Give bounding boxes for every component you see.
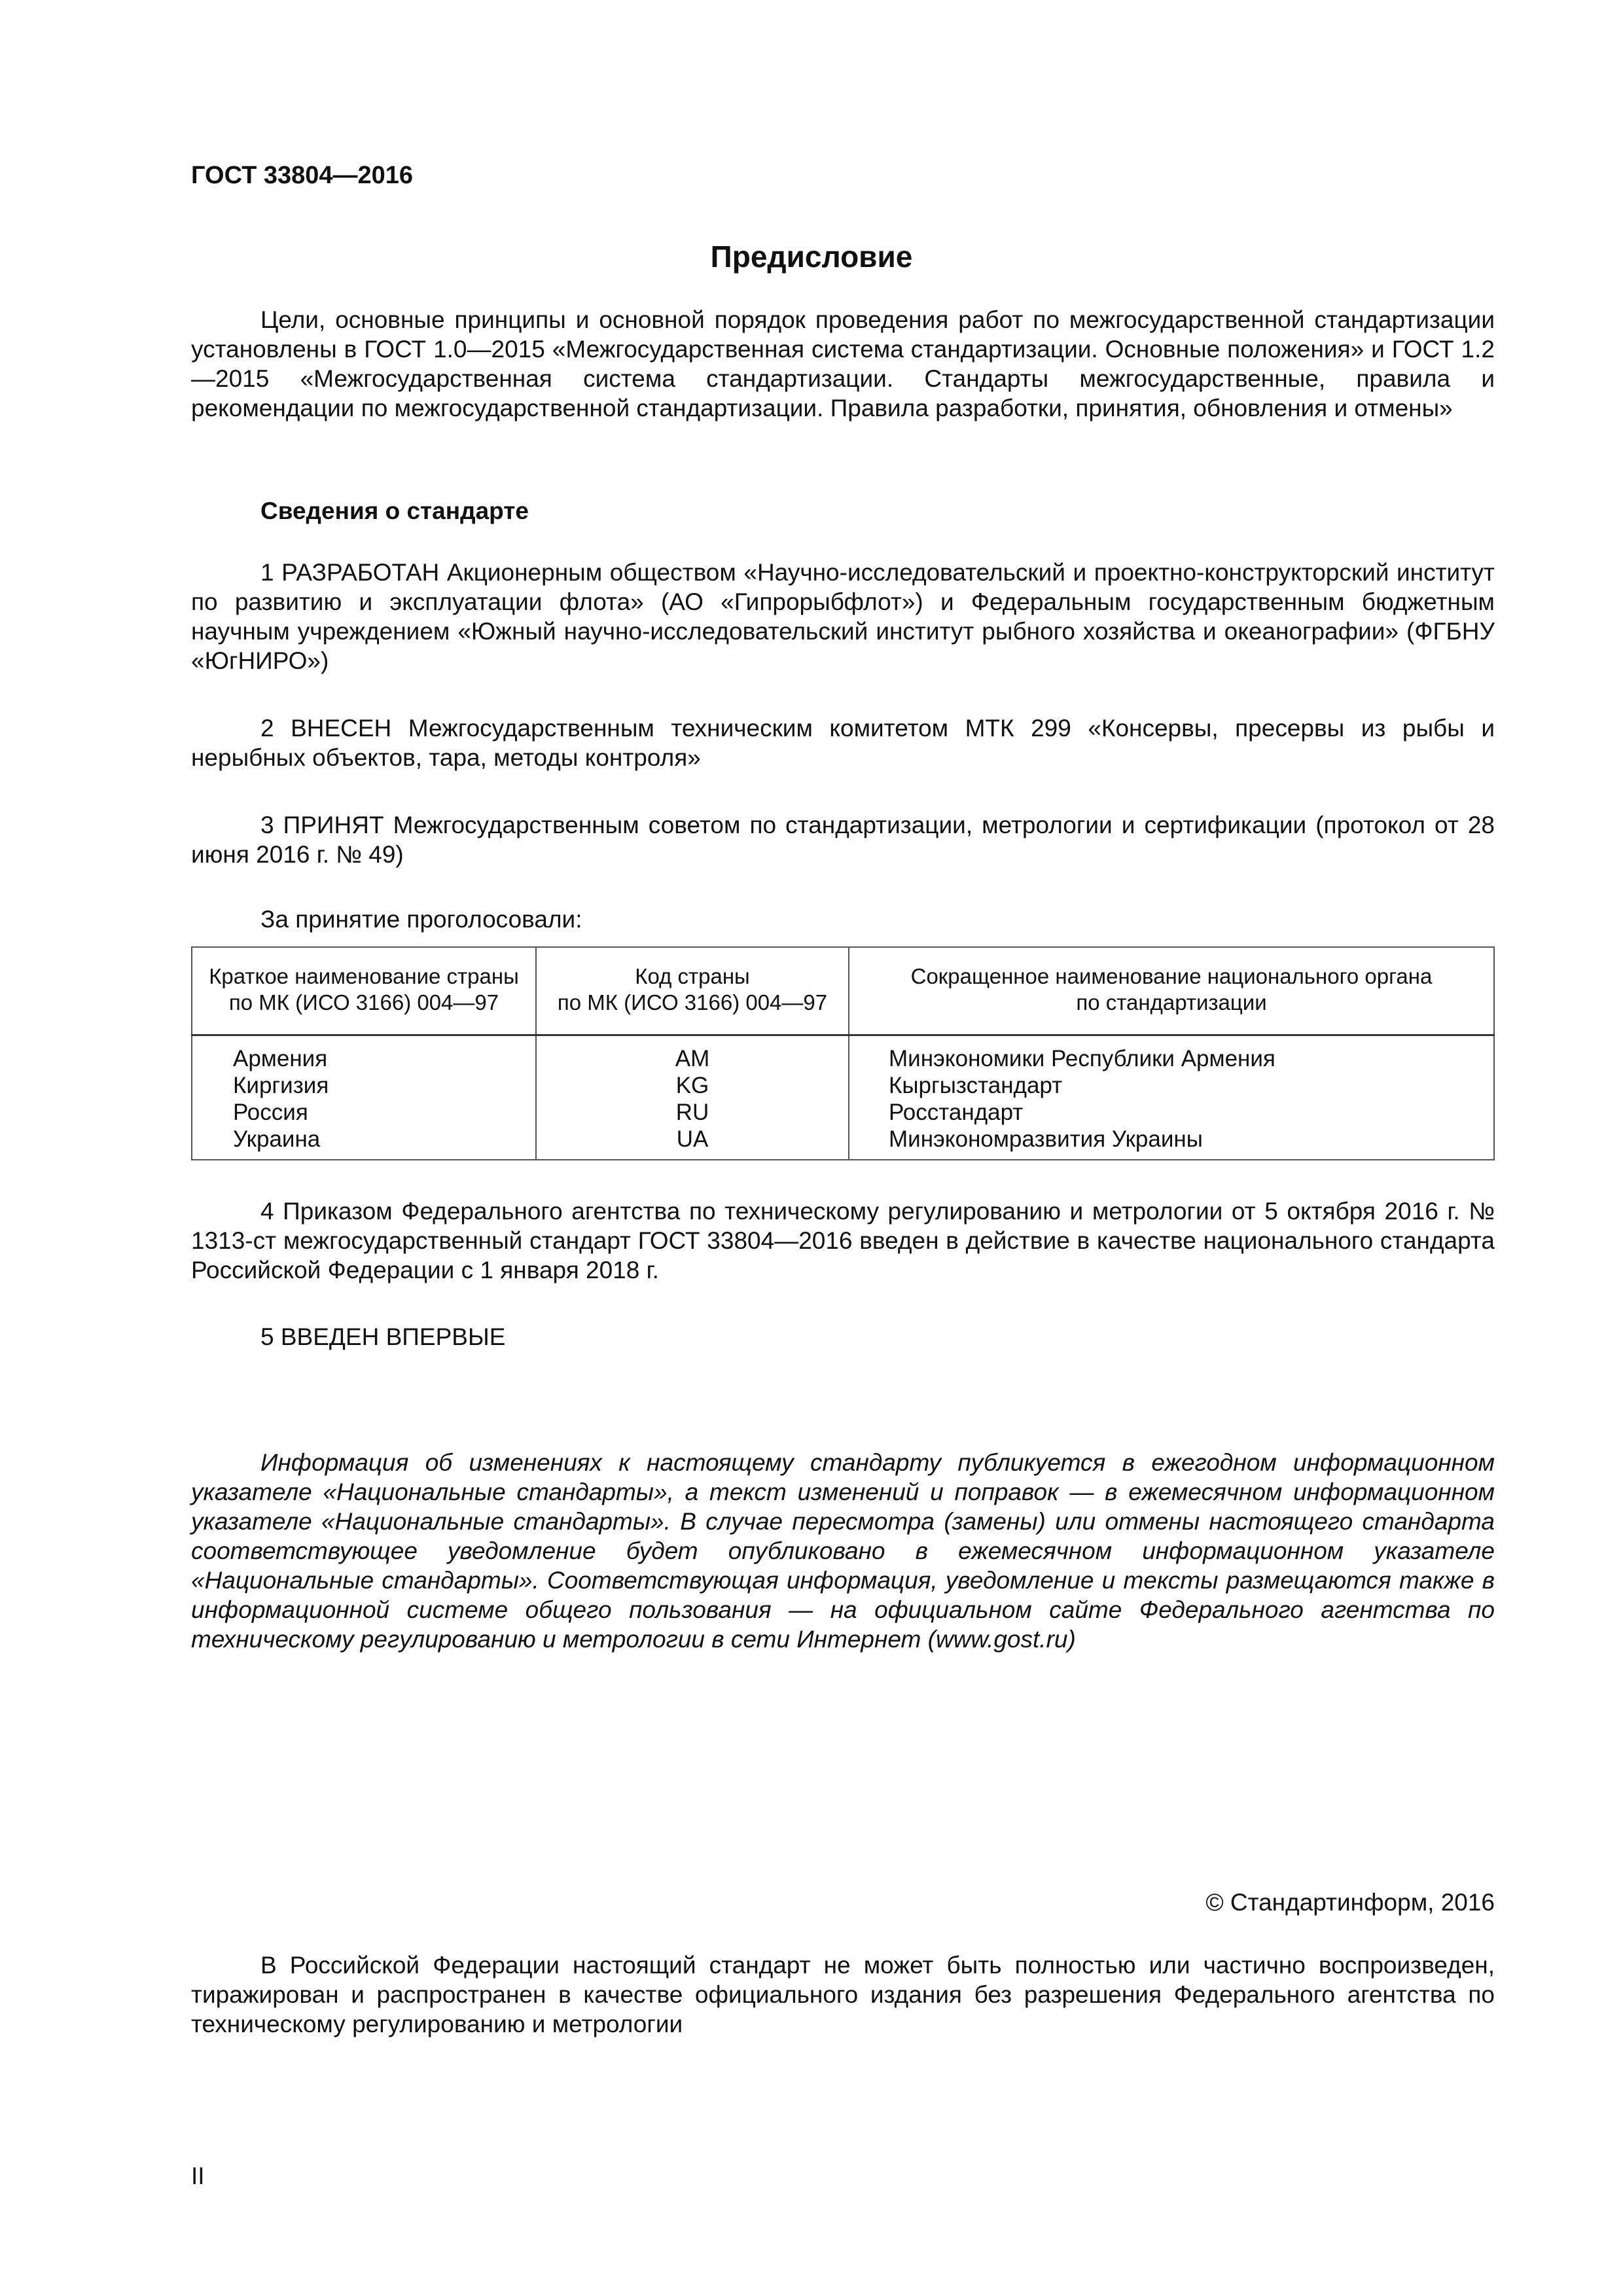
header-country-name: Краткое наименование страны по МК (ИСО 3166) 004—97 (192, 947, 536, 1035)
item-1-developed: 1 РАЗРАБОТАН Акционерным обществом «Научно-исследовательский и проектно-конструкторский институт по развитию и эксплуатации флота» (АО «Гипрорыбфлот») и Федеральным государственным бюджетным научным учреждением «Южный научно-исследовательский институт рыбного хозяйства и океанографии» (ФГБНУ «ЮгНИРО») (191, 559, 1495, 674)
item-3-adopted: 3 ПРИНЯТ Межгосударственным советом по стандартизации, метрологии и сертификации (протокол от 28 июня 2016 г. № 49) (191, 812, 1495, 868)
item-4-enacted: 4 Приказом Федерального агентства по техническому регулированию и метрологии от 5 октября 2016 г. № 1313-ст межгосударственный стандарт ГОСТ 33804—2016 введен в действие в качестве национального стандарта Российской Федерации с 1 января 2018 г. (191, 1198, 1495, 1283)
table-row (192, 1035, 1494, 1073)
country-code: UA (536, 1126, 849, 1160)
copyright: © Стандартинформ, 2016 (1205, 1889, 1495, 1916)
table-row (192, 1072, 1494, 1099)
page-title: Предисловие (710, 240, 913, 274)
national-body: Росстандарт (849, 1099, 1494, 1126)
item-5-first-introduced: 5 ВВЕДЕН ВПЕРВЫЕ (260, 1323, 506, 1350)
header-national-body: Сокращенное наименование национального органа по стандартизации (849, 947, 1494, 1035)
country-name: Украина (192, 1126, 536, 1160)
country-name: Киргизия (192, 1072, 536, 1099)
national-body: Минэкономики Республики Армения (849, 1035, 1494, 1073)
country-name: Армения (192, 1035, 536, 1073)
table-row (192, 1099, 1494, 1126)
intro-paragraph: Цели, основные принципы и основной порядок проведения работ по межгосударственной стандартизации установлены в ГОСТ 1.0—2015 «Межгосударственная система стандартизации. Основные положения» и ГОСТ 1.2—2015 «Межгосударственная система стандартизации. Стандарты межгосударственные, правила и рекомендации по межгосударственной стандартизации. Правила разработки, принятия, обновления и отмены» (191, 306, 1495, 422)
header-country-code: Код страны по МК (ИСО 3166) 004—97 (536, 947, 849, 1035)
standard-code: ГОСТ 33804—2016 (191, 162, 414, 189)
country-name: Россия (192, 1099, 536, 1126)
national-body: Минэкономразвития Украины (849, 1126, 1494, 1160)
item-2-submitted: 2 ВНЕСЕН Межгосударственным техническим комитетом МТК 299 «Консервы, пресервы из рыбы и нерыбных объектов, тара, методы контроля» (191, 715, 1495, 771)
table-row (192, 1126, 1494, 1160)
country-code: KG (536, 1072, 849, 1099)
voting-table (191, 946, 1495, 1160)
page-number: II (191, 2162, 205, 2189)
country-code: RU (536, 1099, 849, 1126)
national-body: Кыргызстандарт (849, 1072, 1494, 1099)
changes-notice: Информация об изменениях к настоящему стандарту публикуется в ежегодном информационном указателе «Национальные стандарты», а текст изменений и поправок — в ежемесячном информационном указателе «Национальные стандарты». В случае пересмотра (замены) или отмены настоящего стандарта соответствующее уведомление будет опубликовано в ежемесячном информационном указателе «Национальные стандарты». Соответствующая информация, уведомление и тексты размещаются также в информационной системе общего пользования — на официальном сайте Федерального агентства по техническому регулированию и метрологии в сети Интернет (www.gost.ru) (191, 1449, 1495, 1653)
table-header-row (192, 947, 1494, 1035)
country-code: AM (536, 1035, 849, 1073)
info-heading: Сведения о стандарте (260, 497, 529, 524)
vote-label: За принятие проголосовали: (260, 906, 582, 933)
reproduction-restriction: В Российской Федерации настоящий стандарт не может быть полностью или частично воспроизведен, тиражирован и распространен в качестве официального издания без разрешения Федерального агентства по техническому регулированию и метрологии (191, 1952, 1495, 2037)
